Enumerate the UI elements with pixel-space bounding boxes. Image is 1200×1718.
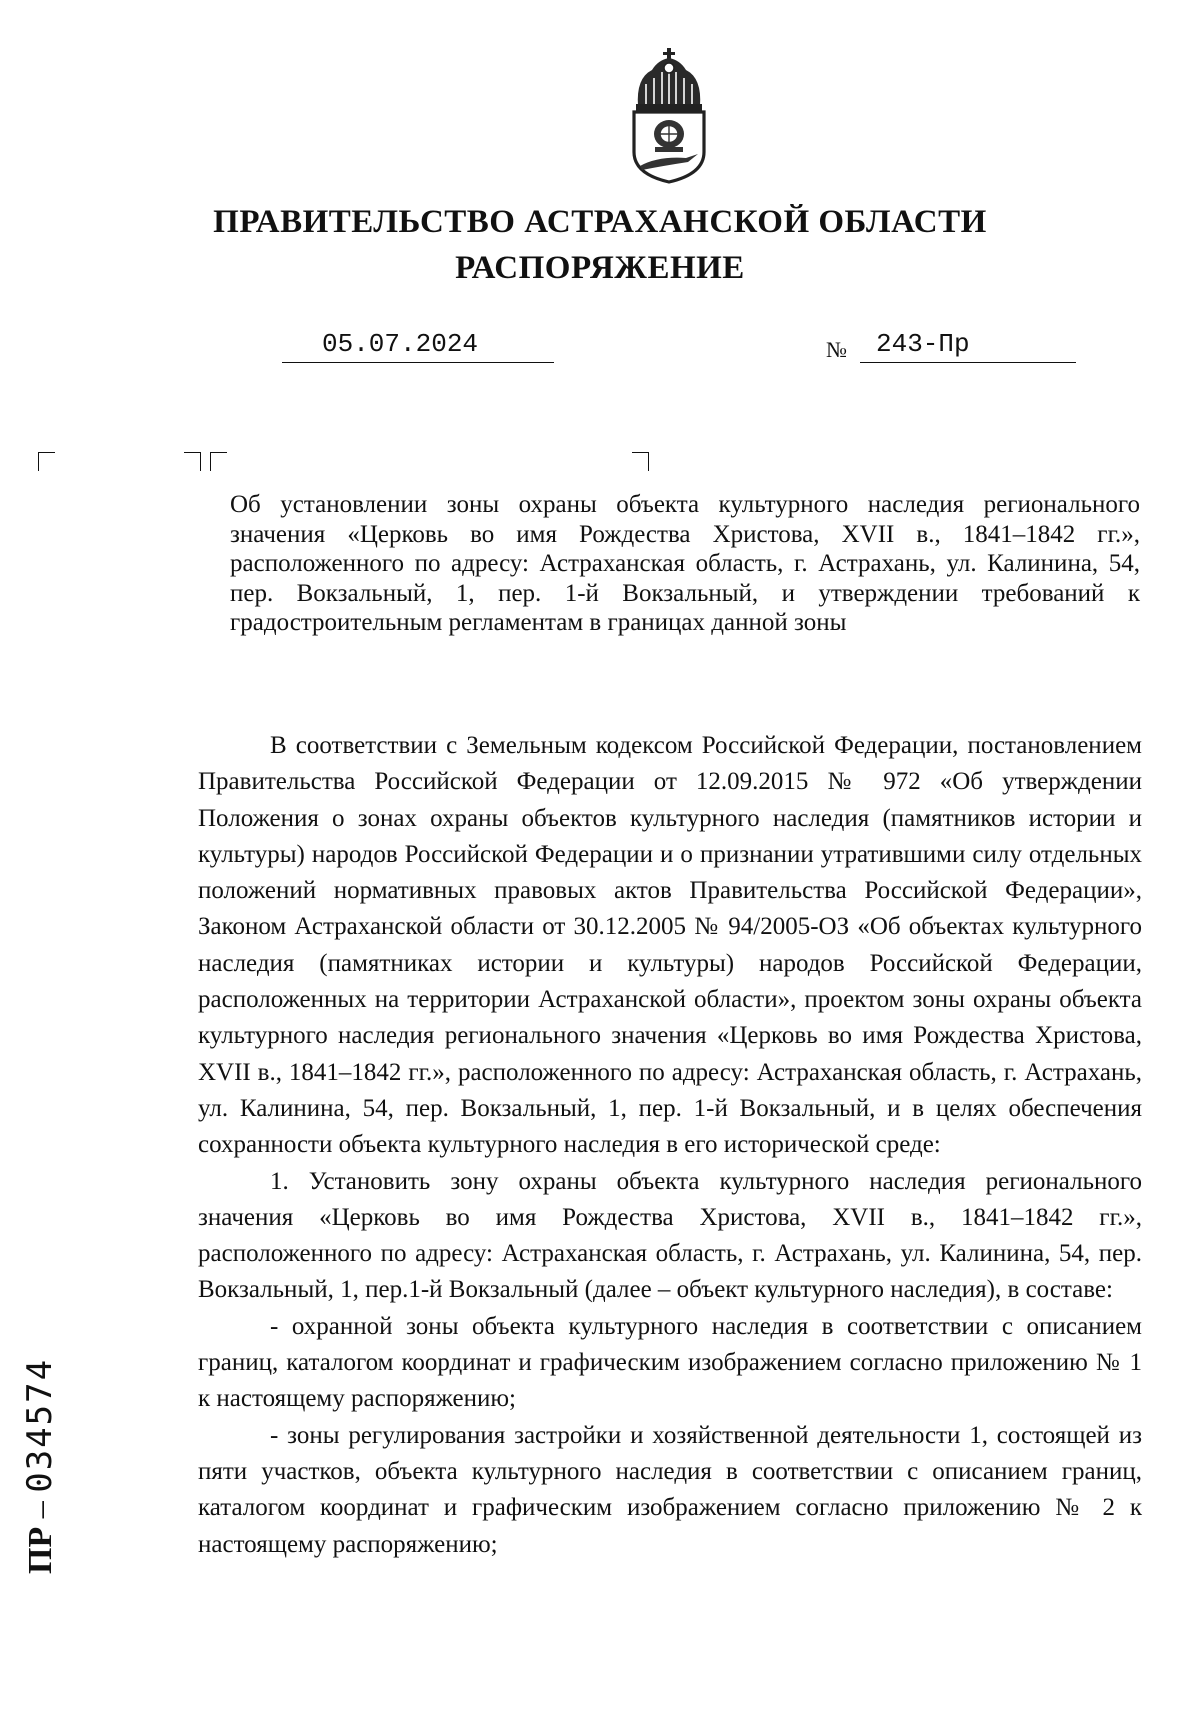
document-body [198, 728, 1142, 1563]
government-title: ПРАВИТЕЛЬСТВО АСТРАХАНСКОЙ ОБЛАСТИ [213, 204, 987, 240]
margin-corner-mark [184, 452, 201, 471]
serial-prefix: ПР [22, 1526, 59, 1574]
document-type-title: РАСПОРЯЖЕНИЕ [455, 250, 745, 286]
number-sign: № [826, 337, 847, 362]
body-paragraph-regulation-zone: - зоны регулирования застройки и хозяйственной деятельности 1, состоящей из пяти участков, объекта культурного наследия в соответствии с описанием границ, каталогом координат и графическим изображением согласно приложению № 2 к настоящему распоряжению; [198, 1421, 1142, 1558]
document-date-field [282, 328, 554, 363]
side-serial-number [20, 1274, 60, 1574]
margin-corner-mark [632, 452, 649, 471]
margin-corner-mark [38, 452, 55, 471]
body-paragraph-preamble: В соответствии с Земельным кодексом Российской Федерации, постановлением Правительства Российской Федерации от 12.09.2015 № 972 «Об утверждении Положения о зонах охраны объектов культурного наследия (памятников истории и культуры) народов Российской Федерации и о признании утратившими силу отдельных положений нормативных правовых актов Правительства Российской Федерации», Законом Астраханской области от 30.12.2005 № 94/2005-ОЗ «Об объектах культурного наследия (памятниках истории и культуры) народов Российской Федерации, расположенных на территории Астраханской области», проектом зоны охраны объекта культурного наследия регионального значения «Церковь во имя Рождества Христова, XVII в., 1841–1842 гг.», расположенного по адресу: Астраханская область, г. Астрахань, ул. Калинина, 54, пер. Вокзальный, 1, пер. 1-й Вокзальный, и в целях обеспечения сохранности объекта культурного наследия в его исторической среде: [198, 732, 1142, 1159]
coat-of-arms-icon [628, 48, 710, 186]
serial-dash: – [22, 1501, 59, 1519]
margin-corner-mark [210, 452, 227, 471]
document-date: 05.07.2024 [322, 329, 479, 359]
document-number: 243-Пр [876, 329, 970, 359]
document-number-field [860, 328, 1076, 363]
serial-digits: 034574 [20, 1357, 60, 1493]
body-paragraph-item-1: 1. Установить зону охраны объекта культурного наследия регионального значения «Церковь во имя Рождества Христова, XVII в., 1841–1842 гг.», расположенного по адресу: Астраханская область, г. Астрахань, ул. Калинина, 54, пер. Вокзальный, 1, пер.1-й Вокзальный (далее – объект культурного наследия), в составе: [198, 1167, 1142, 1304]
body-paragraph-protected-zone: - охранной зоны объекта культурного наследия в соответствии с описанием границ, каталогом координат и графическим изображением согласно приложению № 1 к настоящему распоряжению; [198, 1312, 1142, 1413]
document-subject: Об установлении зоны охраны объекта культурного наследия регионального значения «Церковь во имя Рождества Христова, XVII в., 1841–1842 гг.», расположенного по адресу: Астраханская область, г. Астрахань, ул. Калинина, 54, пер. Вокзальный, 1, пер. 1-й Вокзальный, и утверждении требований к градостроительным регламентам в границах данной зоны [230, 491, 1140, 636]
